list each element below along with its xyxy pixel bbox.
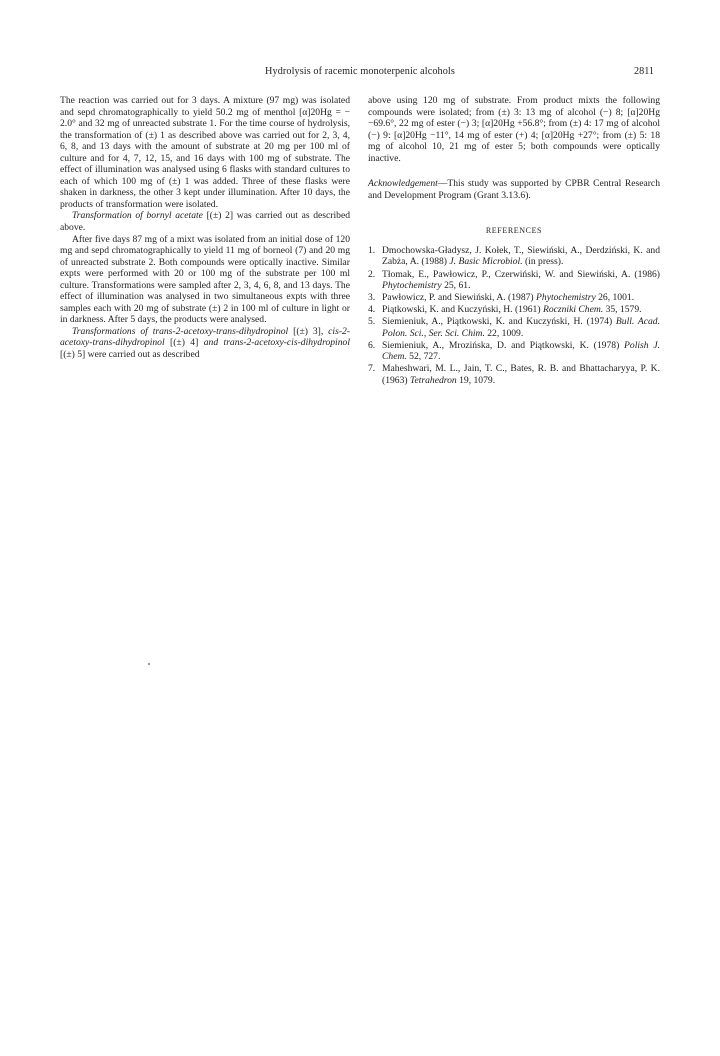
references-list [368,245,660,387]
dihydropinol-f: [(±) 5] were carried out as described [60,349,200,361]
page-number: 2811 [634,66,654,77]
running-title: Hydrolysis of racemic monoterpenic alcohols [265,66,455,77]
reference-authors: Siemieniuk, A., Piątkowski, K. and Kuczyński, H. (1974) [382,316,616,328]
reference-details: 22, 1009. [484,327,524,339]
bornyl-title: Transformation of bornyl acetate [72,210,203,222]
reference-details: 25, 61. [441,280,471,292]
reference-number: 4. [368,304,376,316]
paragraph-reaction: The reaction was carried out for 3 days. A mixture (97 mg) was isolated and sepd chromatographically to yield 50.2 mg of menthol [α]20Hg = − 2.0° and 32 mg of unreacted substrate 1. For the time course of hydrolysis, the transformation of (±) 1 as described above was carried out for 2, 3, 4, 6, 8, and 13 days with the amount of substrate at 20 mg per 100 ml of culture and for 4, 7, 12, 15, and 16 days with 100 mg of substrate. The effect of illumination was analysed using 6 flasks with standard cultures to each of which 100 mg of (±) 1 was added. Three of these flasks were shaken in darkness, the other 3 kept under illumination. After 10 days, the products of transformation were isolated. [60,95,350,210]
right-column [368,95,660,387]
references-heading: REFERENCES [485,226,543,236]
reference-number: 5. [368,316,376,328]
reference-number: 7. [368,363,376,375]
reference-journal: Polish J. Chem. [382,339,660,363]
left-column [60,95,350,361]
reference-number: 1. [368,244,376,256]
dihydropinol-d: [(±) 4] [164,337,204,349]
reference-details: (in press). [522,256,564,268]
paragraph-bornyl-results: After five days 87 mg of a mixt was isolated from an initial dose of 120 mg and sepd chromatographically to yield 11 mg of borneol (7) and 20 mg of unreacted substrate 2. Both compounds were optically inactive. Similar expts were performed with 20 or 100 mg of the substrate per 100 ml culture. Transformations were sampled after 2, 3, 4, 6, 8, and 13 days. The effect of illumination was analysed in two simultaneous expts with three samples each with 20 mg of substrate (±) 2 in 100 ml of culture in light or in darkness. After 5 days, the products were analysed. [60,233,350,326]
reference-number: 6. [368,339,376,351]
acknowledgement-label: Acknowledgement [368,178,438,190]
dihydropinol-title-c: cis-2-acetoxy-trans-dihydropinol [60,325,350,349]
reference-authors: Pawłowicz, P. and Siewiński, A. (1987) [382,292,537,304]
reference-item [368,316,660,339]
reference-item [368,292,660,304]
paragraph-dihydropinol-heading [60,326,350,361]
reference-journal: J. Basic Microbiol. [449,256,523,268]
reference-details: 35, 1579. [603,304,642,316]
reference-authors: Siemieniuk, A., Mrozińska, D. and Piątkowski, K. (1978) [382,339,625,351]
reference-authors: Dmochowska-Gładysz, J. Kołek, T., Siewiński, A., Derdziński, K. and Zabża, A. (1988) [382,244,660,268]
reference-journal: Phytochemistry [382,280,442,292]
reference-item [368,245,660,268]
reference-authors: Piątkowski, K. and Kuczyński, H. (1961) [382,304,543,316]
reference-authors: Tłomak, E., Pawłowicz, P., Czerwiński, W. and Siewiński, A. (1986) [382,268,660,280]
page-speck [148,663,150,665]
reference-journal: Bull. Acad. Polon. Sci., Ser. Sci. Chim. [382,316,660,339]
acknowledgement-text: —This study was supported by CPBR Central Research and Development Program (Grant 3.13.6). [368,178,660,201]
reference-journal: Tetrahedron [409,374,457,386]
reference-number: 3. [368,292,376,304]
reference-item [368,363,660,386]
acknowledgement [368,178,660,201]
bornyl-title-rest: [(±) 2] was carried out as described above. [60,210,351,234]
reference-details: 26, 1001. [595,292,635,304]
dihydropinol-b: [(±) 3], [288,325,329,337]
reference-journal: Phytochemistry [536,292,596,304]
reference-item [368,304,660,316]
reference-item [368,269,660,292]
dihydropinol-title-a: Transformations of trans-2-acetoxy-trans-dihydropinol [72,325,289,337]
paragraph-bornyl-heading [60,210,350,233]
reference-details: 19, 1079. [456,374,496,386]
reference-number: 2. [368,268,376,280]
reference-details: 52, 727. [406,351,441,363]
reference-authors: Maheshwari, M. L., Jain, T. C., Bates, R. B. and Bhattacharyya, P. K. (1963) [382,363,660,386]
reference-item [368,340,660,363]
page-header [0,66,720,80]
reference-journal: Roczniki Chem. [542,304,604,316]
paragraph-products: above using 120 mg of substrate. From product mixts the following compounds were isolated; from (±) 3: 13 mg of alcohol (−) 8; [α]20Hg −69.6°, 22 mg of ester (−) 3; [α]20Hg +56.8°; from (±) 4: 17 mg of alcohol (−) 9: [α]20Hg −11°, 14 mg of ester (+) 4; [α]20Hg +27°; from (±) 5: 18 mg of alcohol 10, 21 mg of ester 5; both compounds were optically inactive. [368,95,660,164]
dihydropinol-title-e: and trans-2-acetoxy-cis-dihydropinol [203,337,350,349]
